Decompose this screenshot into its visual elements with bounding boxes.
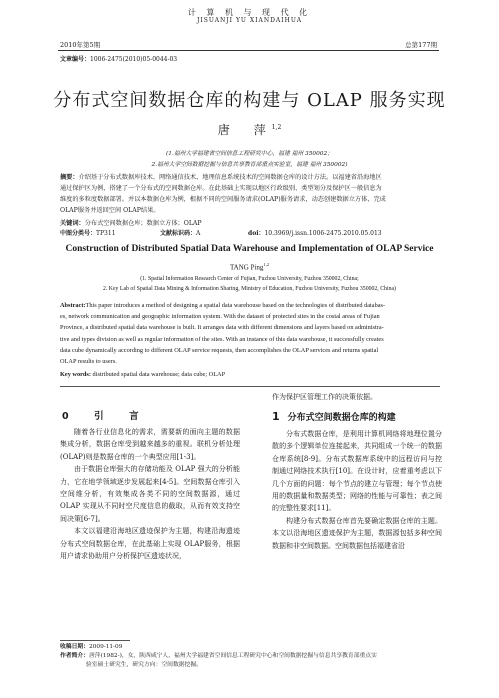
abstract-cn-line: OLAP服务并返回空间 OLAP结果。 (60, 207, 160, 214)
author-bio-cont: 验室硕士研究生，研究方向：空间数据挖掘。 (86, 662, 202, 668)
clc-value: TP311 (96, 230, 116, 237)
author-sup-cn: 1,2 (271, 124, 282, 131)
clc-number (60, 228, 116, 237)
doi (248, 228, 382, 237)
section-paragraph: 分布式数据仓库，是利用计算机网络将地理位置分散的多个逻辑单位连接起来，共同组成一个统一的数据仓库系统[8-9]。分布式数据库系统中的远程访问与控制通过网络技术执行[10]。在设计时，应着重考虑以下几个方面的问题：每个节点的建立与管理；每个节点使用的数据量和数据类型；网络的性能与可靠性；表之间的完整性要求[11]。 (272, 430, 442, 513)
abstract-cn-label: 摘要： (60, 174, 79, 181)
affiliation-cn-2: 2.福州大学空间数据挖掘与信息共享教育部重点实验室，福建 福州 350002) (151, 162, 348, 168)
intro-paragraph: 本文以福建沿海地区遗迹保护为主题，构建沿海遗迹分布式空间数据仓库，在此基础上实现 OLAP服务，根据用户请求协助用户分析保护区遗迹状况， (60, 527, 240, 561)
received-date: 2009-11-09 (89, 644, 123, 650)
author-bio: 唐萍(1982-)，女，陕西咸宁人，福州大学福建省空间信息工程研究中心和空间数据挖掘与信息共享教育部重点实 (89, 653, 377, 659)
clc-label: 中图分类号： (60, 230, 97, 237)
continuation-text: 作为保护区管理工作的决策依据。 (272, 393, 377, 401)
section-heading-1 (272, 410, 396, 423)
abstract-cn-line: 维度的多粒度数据部署。并以本数据仓库为例，根据不同的空间服务请求(OLAP)服务请求，动态创建数据立方体，完成 (60, 196, 386, 203)
issue-label: 2010年第5期 (60, 41, 101, 49)
section-number: 1 (272, 410, 280, 423)
doc-label: 文献标识码： (160, 230, 197, 237)
abstract-rule (60, 386, 440, 387)
doc-code (160, 228, 200, 237)
section-title: 分布式空间数据仓库的构建 (287, 413, 396, 423)
section-1-body (272, 428, 442, 552)
author-bio-label: 作者简介： (60, 653, 89, 659)
author-name-en: TANG Ping (229, 263, 264, 272)
intro-paragraph: 随着各行业信息化的需求，需要新的面向主题的数据集成分析，数据仓库受到越来越多的重视。联机分析处理(OLAP)则是数据仓库的一个典型应用[1-3]。 (60, 428, 240, 461)
affiliation-en-1: (1. Spatial Information Research Center of Fujian, Fuzhou University, Fuzhou 350002, China; (140, 276, 359, 282)
abstract-en-line: tive and types division as well as regular information of the sites. With an instance of this data warehouse, it successfully creates (60, 335, 384, 343)
abstract-en-line: Province, a distributed spatial data warehouse is built. It arranges data with different dimensions and layers based on administra- (60, 324, 384, 332)
abstract-en (60, 300, 442, 367)
article-number-label: 文章编号： (60, 56, 91, 63)
affiliation-cn-1: (1.福州大学福建省空间信息工程研究中心，福建 福州 350002； (166, 151, 333, 157)
volume-label: 总第177期 (405, 41, 437, 49)
abstract-en-line: data cube dynamically according to different OLAP service requests, then accomplishes the OLAP services and returns spatial (60, 346, 379, 354)
abstract-en-line: This paper introduces a method of designing a spatial data warehouse based on the technologies of distributed databas- (85, 302, 386, 309)
keywords-cn (60, 218, 202, 227)
doc-value: A (196, 230, 201, 237)
paper-title-en: Construction of Distributed Spatial Data Warehouse and Implementation of OLAP Service (65, 244, 434, 254)
keywords-cn-value: 分布式空间数据仓库；数据立方体；OLAP (84, 220, 202, 227)
abstract-cn-line: 通过保护区为例，搭建了一个分布式的空间数据仓库。在此基础上实现以地区行政级别、类型划分及保护区一般信息为 (60, 185, 382, 192)
abstract-en-label: Abstract: (60, 302, 86, 309)
received-label: 收稿日期： (60, 644, 89, 650)
keywords-en-value: distributed spatial data warehouse; data cube; OLAP (92, 371, 226, 378)
intro-body (60, 426, 240, 562)
keywords-cn-label: 关键词： (60, 220, 85, 227)
doi-value: 10.3969/j.issn.1006-2475.2010.05.013 (264, 230, 382, 237)
footnote (60, 643, 442, 670)
abstract-cn-line: 介绍基于分布式数据库技术、网络通信技术、地理信息系统技术的空间数据仓库的设计方法。以福建省沿海地区 (78, 174, 382, 181)
journal-title: 计 算 机 与 现 代 化 (187, 8, 312, 17)
keywords-en-label: Key words: (60, 371, 91, 378)
author-name-cn: 唐 萍 (217, 123, 272, 137)
keywords-en (60, 371, 225, 378)
paper-title-cn: 分布式空间数据仓库的构建与 OLAP 服务实现 (53, 90, 446, 111)
author-en (0, 262, 499, 271)
right-column-continuation (272, 391, 442, 403)
abstract-en-line: OLAP results to users. (60, 358, 117, 366)
section-paragraph: 构建分布式数据仓库首先要确定数据仓库的主题。本文以沿海地区遗迹保护为主题，数据源包括多种空间数据和非空间数据。空间数据包括福建省沿 (272, 516, 442, 550)
journal-pinyin: JISUANJI YU XIANDAIHUA (196, 17, 303, 24)
article-number-value: 1006-2475(2010)05-0044-03 (90, 56, 178, 63)
article-number (60, 54, 177, 63)
header-rule (58, 50, 439, 51)
abstract-en-line: es, network communication and geographic information system. With the dataset of protected sites in the costal areas of Fujian (60, 313, 380, 321)
intro-paragraph: 由于数据仓库强大的存储功能及 OLAP 强大的分析能力，它在地学领域逐步发展起来[4-5]。空间数据仓库引入空间维分析，有效集成各类不同的空间数据源，通过 OLAP 实现从不同时空尺度信息的截取，从而有效支持空间决策[6-7]。 (60, 465, 240, 523)
section-heading-intro: 0 引 言 (62, 411, 147, 422)
doi-label: doi： (248, 230, 265, 237)
affiliation-en-2: 2. Key Lab of Spatial Data Mining & Information Sharing, Ministry of Education, Fuzhou University, Fuzhou 350002, China) (103, 286, 396, 292)
author-sup-en: 1,2 (263, 262, 270, 267)
footnote-rule (60, 640, 130, 641)
author-cn (0, 121, 499, 138)
abstract-cn (60, 172, 442, 216)
